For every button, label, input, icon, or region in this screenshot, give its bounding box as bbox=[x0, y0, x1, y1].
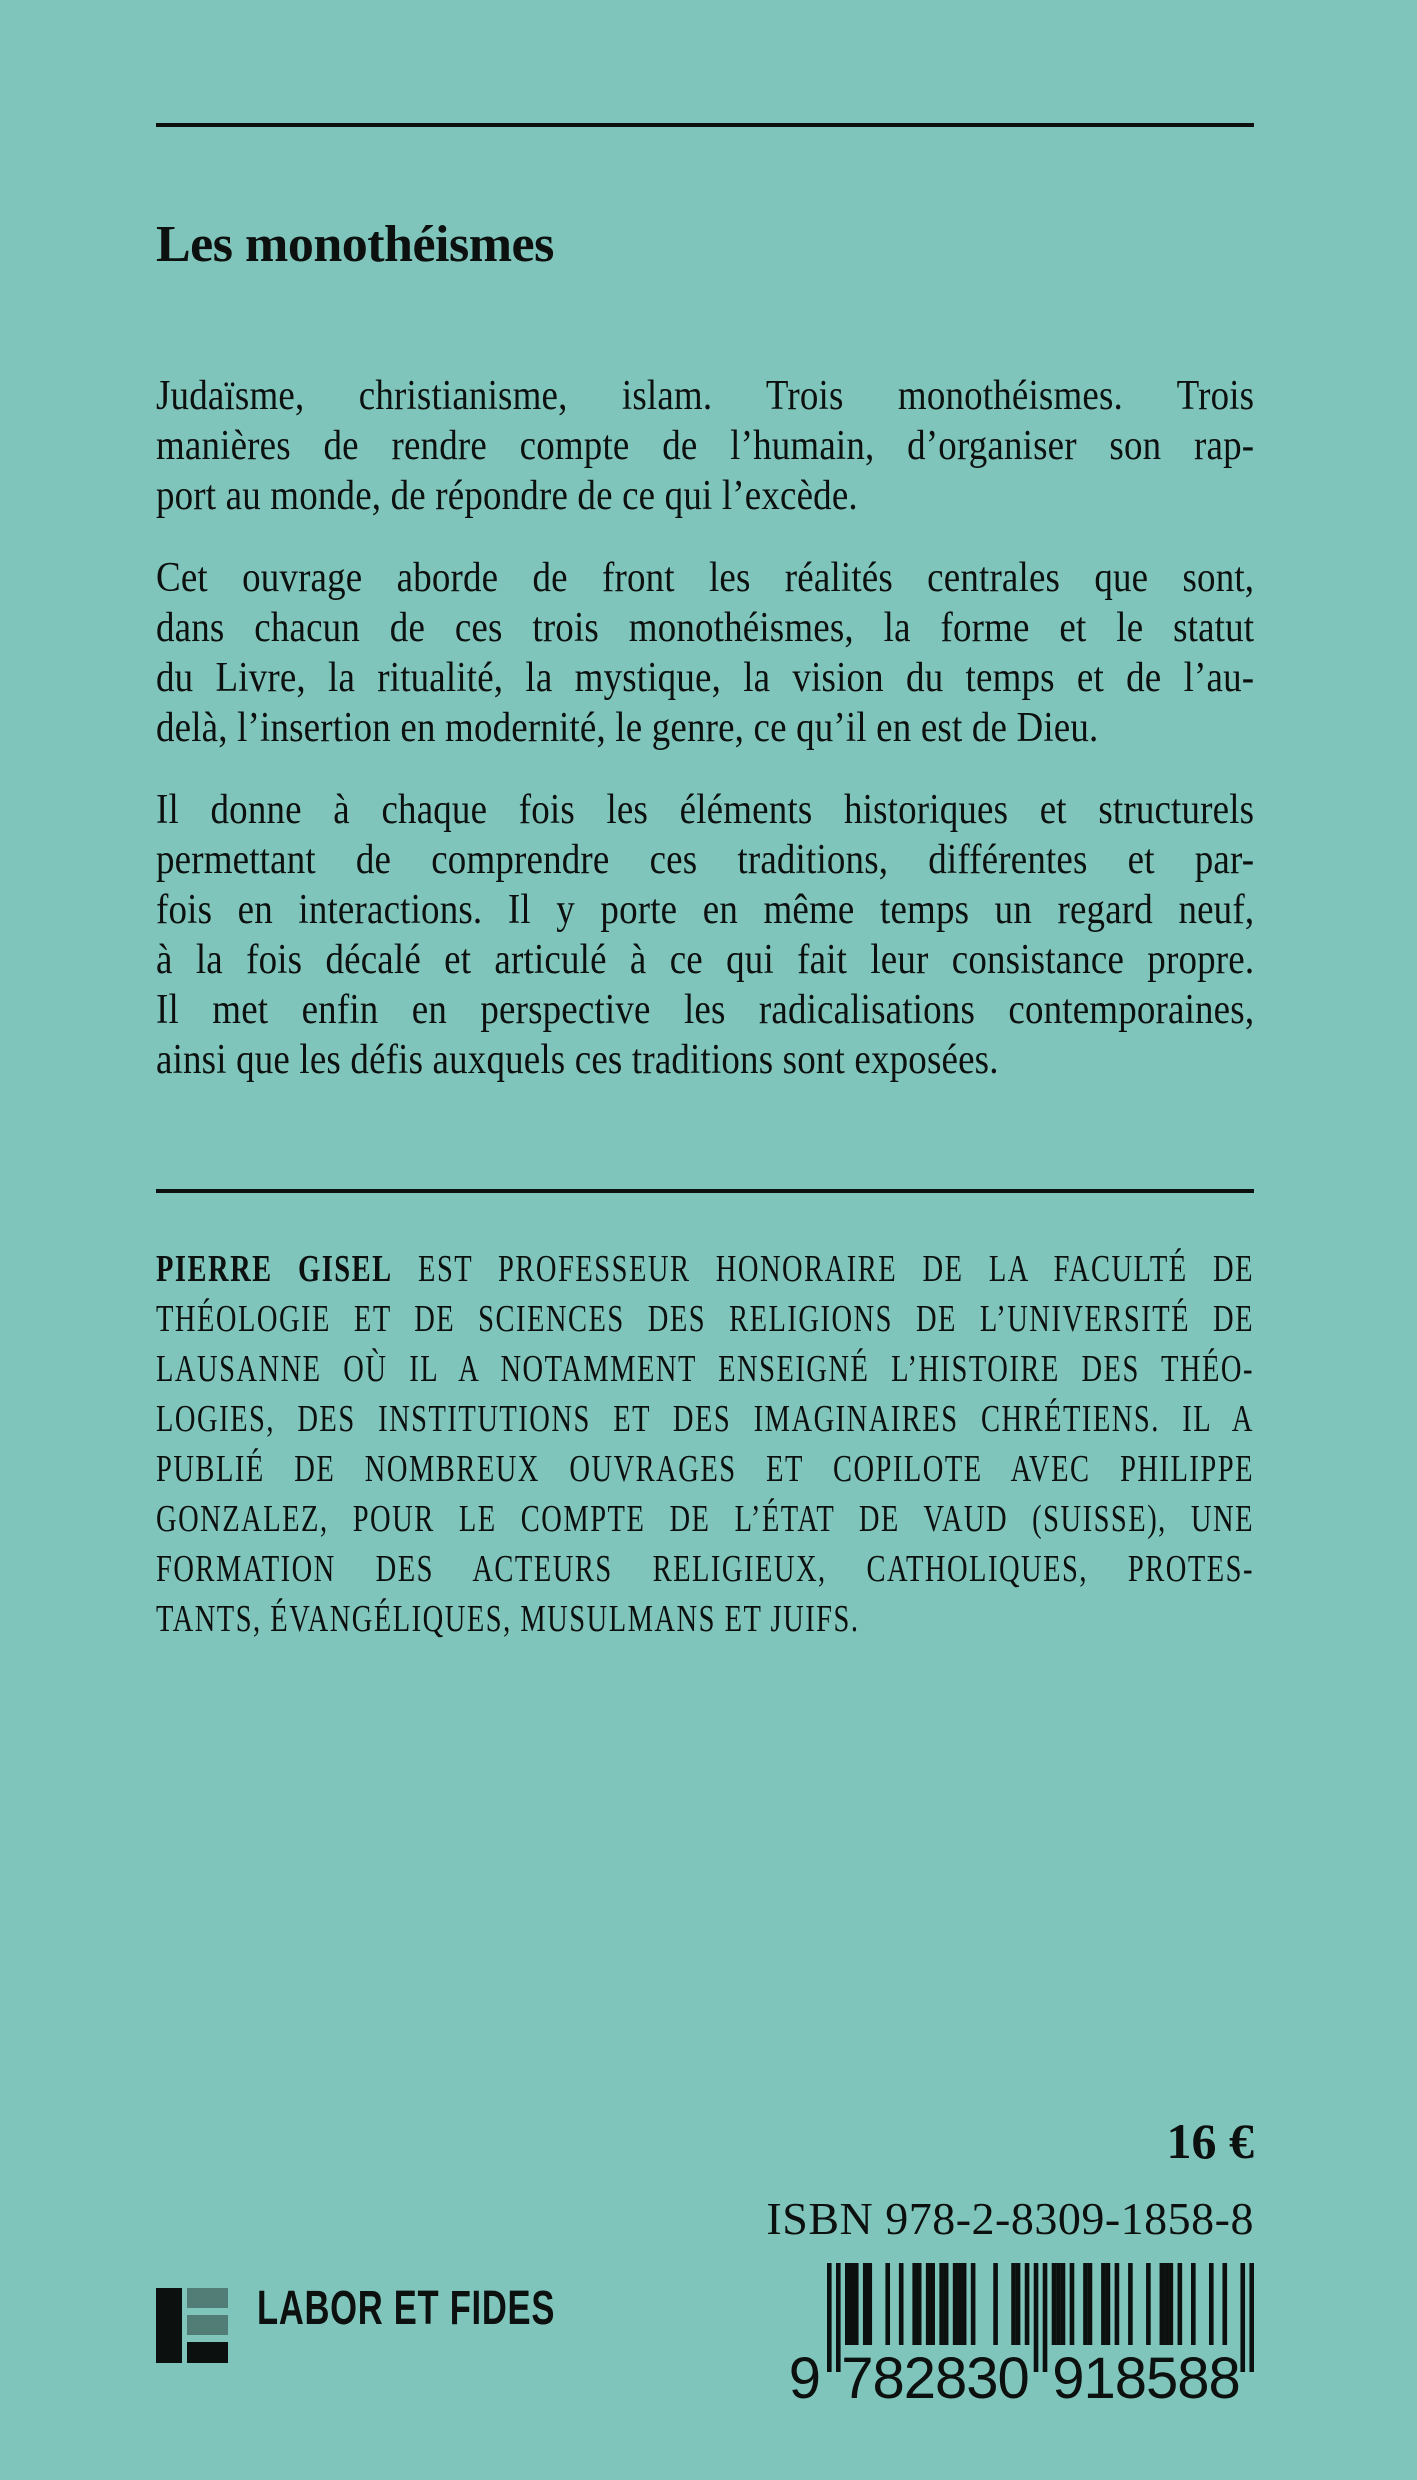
price: 16 € bbox=[1166, 2113, 1254, 2169]
bio-line: LAUSANNE OÙ IL A NOTAMMENT ENSEIGNÉ L’HISTOIRE DES THÉO- bbox=[156, 1348, 1254, 1390]
synopsis-line: Judaïsme, christianisme, islam. Trois monothéismes. Trois bbox=[156, 373, 1255, 419]
middle-divider-rule bbox=[156, 1189, 1254, 1193]
bio-line-text: EST PROFESSEUR HONORAIRE DE LA FACULTÉ DE bbox=[392, 1248, 1254, 1290]
synopsis-line: Il met enfin en perspective les radicalisations contemporaines, bbox=[156, 987, 1255, 1033]
synopsis-line: Cet ouvrage aborde de front les réalités centrales que sont, bbox=[156, 555, 1255, 601]
synopsis-line: à la fois décalé et articulé à ce qui fait leur consistance propre. bbox=[156, 937, 1255, 983]
bio-line: PUBLIÉ DE NOMBREUX OUVRAGES ET COPILOTE AVEC PHILIPPE bbox=[156, 1448, 1254, 1490]
publisher-logo-mark-bottom-bar bbox=[187, 2342, 228, 2363]
synopsis-line: Il donne à chaque fois les éléments historiques et structurels bbox=[156, 787, 1255, 833]
book-title: Les monothéismes bbox=[156, 216, 554, 273]
synopsis-line: port au monde, de répondre de ce qui l’excède. bbox=[156, 473, 858, 519]
publisher-logo-mark-vertical-bar bbox=[156, 2288, 182, 2363]
barcode-digit-lead: 9 bbox=[790, 2346, 820, 2408]
bio-line: TANTS, ÉVANGÉLIQUES, MUSULMANS ET JUIFS. bbox=[156, 1598, 860, 1640]
publisher-name: LABOR ET FIDES bbox=[257, 2282, 556, 2335]
synopsis-line: du Livre, la ritualité, la mystique, la vision du temps et de l’au- bbox=[156, 655, 1255, 701]
bio-line: LOGIES, DES INSTITUTIONS ET DES IMAGINAIRES CHRÉTIENS. IL A bbox=[156, 1398, 1254, 1440]
synopsis-line: dans chacun de ces trois monothéismes, la forme et le statut bbox=[156, 605, 1255, 651]
synopsis-paragraph bbox=[156, 785, 1254, 1085]
bio-line: FORMATION DES ACTEURS RELIGIEUX, CATHOLIQUES, PROTES- bbox=[156, 1548, 1254, 1590]
author-name: PIERRE GISEL bbox=[156, 1248, 393, 1290]
synopsis-line: delà, l’insertion en modernité, le genre, ce qu’il en est de Dieu. bbox=[156, 705, 1099, 751]
synopsis-line: ainsi que les défis auxquels ces traditions sont exposées. bbox=[156, 1037, 999, 1083]
isbn-number: ISBN 978-2-8309-1858-8 bbox=[766, 2193, 1254, 2244]
barcode-digits-left: 782830 bbox=[841, 2346, 1029, 2408]
ean13-barcode bbox=[790, 2263, 1254, 2413]
bio-line bbox=[156, 1244, 1254, 1294]
barcode-digits-right: 918588 bbox=[1052, 2346, 1240, 2408]
synopsis-paragraph bbox=[156, 553, 1254, 753]
barcode-svg bbox=[790, 2263, 1254, 2408]
synopsis-line: manières de rendre compte de l’humain, d’organiser son rap- bbox=[156, 423, 1255, 469]
publisher-logo-mark-top-bar bbox=[187, 2288, 228, 2308]
synopsis-paragraph bbox=[156, 371, 1254, 521]
bio-line: GONZALEZ, POUR LE COMPTE DE L’ÉTAT DE VAUD (SUISSE), UNE bbox=[156, 1498, 1254, 1540]
synopsis-line: fois en interactions. Il y porte en même temps un regard neuf, bbox=[156, 887, 1255, 933]
bio-line: THÉOLOGIE ET DE SCIENCES DES RELIGIONS DE L’UNIVERSITÉ DE bbox=[156, 1298, 1254, 1340]
synopsis-line: permettant de comprendre ces traditions, différentes et par- bbox=[156, 837, 1255, 883]
author-bio bbox=[156, 1244, 1254, 1644]
top-divider-rule bbox=[156, 123, 1254, 127]
publisher-logo-mark-middle-bar bbox=[187, 2315, 228, 2335]
